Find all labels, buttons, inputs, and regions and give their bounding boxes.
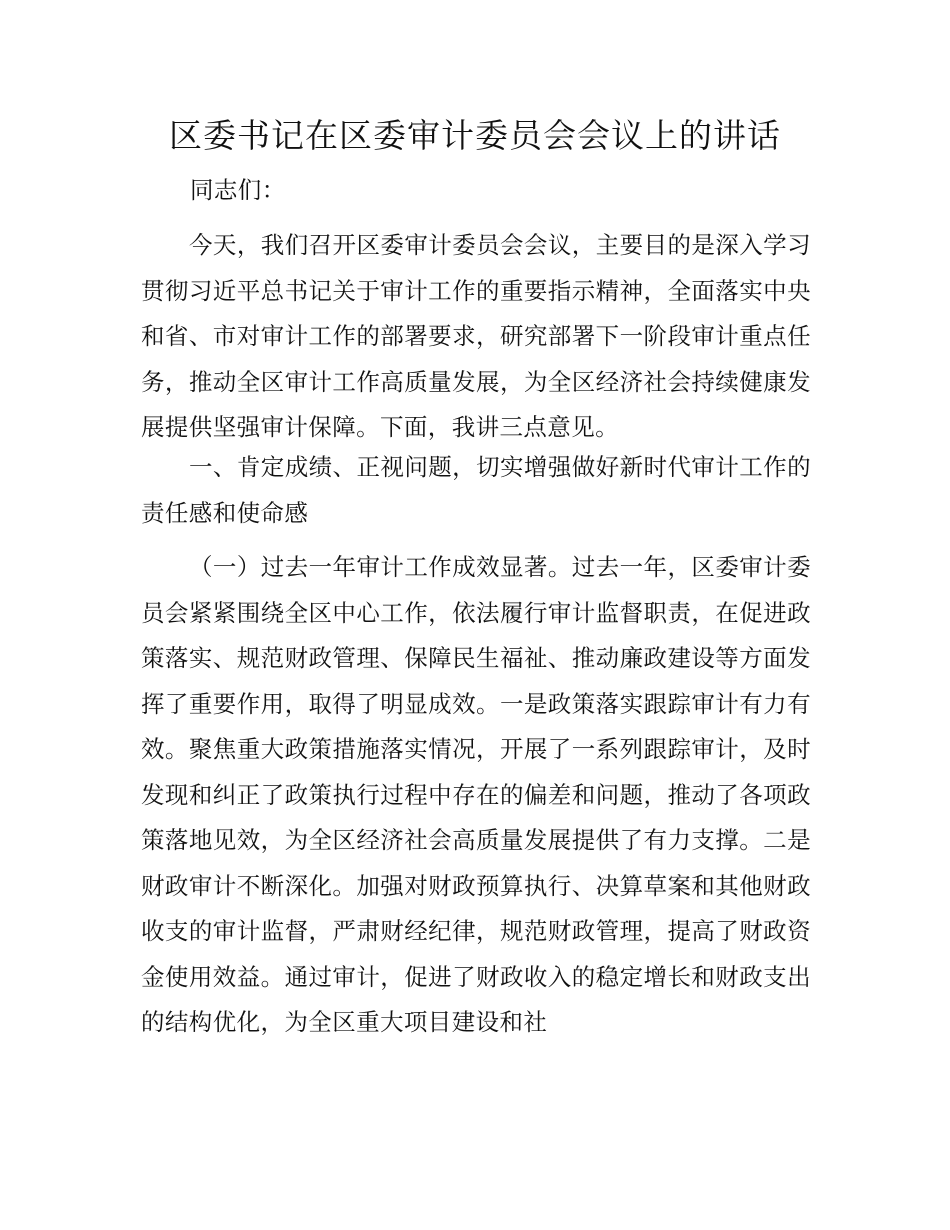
paragraph-intro: 今天，我们召开区委审计委员会会议，主要目的是深入学习贯彻习近平总书记关于审计工作的重要指示精神，全面落实中央和省、市对审计工作的部署要求，研究部署下一阶段审计重点任务，推动全区审计工作高质量发展，为全区经济社会持续健康发展提供坚强审计保障。下面，我讲三点意见。 (141, 231, 811, 441)
salutation: 同志们： (190, 176, 286, 204)
document-title: 区委书记在区委审计委员会会议上的讲话 (169, 116, 781, 155)
paragraph-achievements: （一）过去一年审计工作成效显著。过去一年，区委审计委员会紧紧围绕全区中心工作，依法履行审计监督职责，在促进政策落实、规范财政管理、保障民生福祉、推动廉政建设等方面发挥了重要作用，取得了明显成效。一是政策落实跟踪审计有力有效。聚焦重大政策措施落实情况，开展了一系列跟踪审计，及时发现和纠正了政策执行过程中存在的偏差和问题，推动了各项政策落地见效，为全区经济社会高质量发展提供了有力支撑。二是财政审计不断深化。加强对财政预算执行、决算草案和其他财政收支的审计监督，严肃财经纪律，规范财政管理，提高了财政资金使用效益。通过审计，促进了财政收入的稳定增长和财政支出的结构优化，为全区重大项目建设和社 (141, 553, 811, 1036)
section-heading-one: 一、肯定成绩、正视问题，切实增强做好新时代审计工作的责任感和使命感 (141, 453, 811, 527)
